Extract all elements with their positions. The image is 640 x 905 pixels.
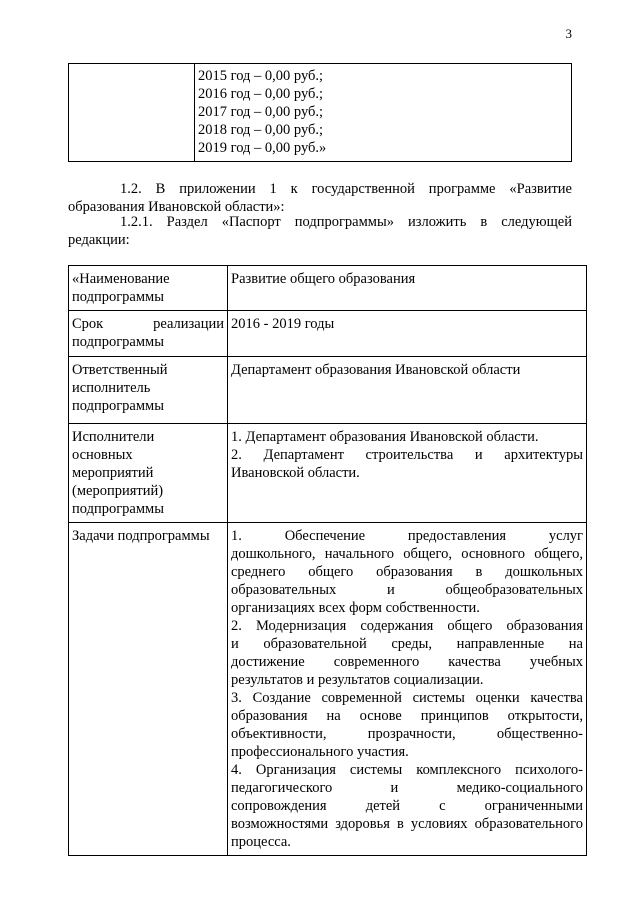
task-line: дошкольного, начального общего, основного общего, xyxy=(231,546,583,562)
value-cell xyxy=(228,266,587,311)
value-line: 2. Департамент строительства и архитектуры xyxy=(231,447,583,463)
label-line: (мероприятий) xyxy=(72,483,164,499)
task-line: объективности, прозрачности, общественно- xyxy=(231,726,583,742)
year-2018-line: 2018 год – 0,00 руб.; xyxy=(198,122,324,138)
table-row xyxy=(69,523,587,856)
task-line: образования на основе принципов открытости, xyxy=(231,708,583,724)
label-line: Срок реализации xyxy=(72,316,224,332)
year-2015-line: 2015 год – 0,00 руб.; xyxy=(198,68,324,84)
task-line: педагогического и медико-социального xyxy=(231,780,583,796)
task-line: 1. Обеспечение предоставления услуг xyxy=(231,528,583,544)
value-line: 1. Департамент образования Ивановской области. xyxy=(231,429,539,445)
paragraph-line: образования Ивановской области»: xyxy=(68,199,285,215)
task-line: профессионального участия. xyxy=(231,744,409,760)
task-line: 3. Создание современной системы оценки качества xyxy=(231,690,583,706)
paragraph-line: редакции: xyxy=(68,232,130,248)
empty-label-cell xyxy=(69,64,195,162)
label-line: подпрограммы xyxy=(72,334,164,350)
task-line: процесса. xyxy=(231,834,291,850)
value-cell xyxy=(228,357,587,424)
task-line: результатов и результатов социализации. xyxy=(231,672,484,688)
financing-years-cell xyxy=(195,64,572,162)
financing-table xyxy=(68,63,572,162)
label-line: подпрограммы xyxy=(72,501,164,517)
label-line: подпрограммы xyxy=(72,398,164,414)
task-line: достижение современного качества учебных xyxy=(231,654,583,670)
task-line: организациях всех форм собственности. xyxy=(231,600,480,616)
label-line: Задачи подпрограммы xyxy=(72,528,210,544)
value-line: Ивановской области. xyxy=(231,465,360,481)
table-row xyxy=(69,357,587,424)
paragraph-1-2 xyxy=(68,180,572,216)
label-cell xyxy=(69,357,228,424)
task-line: возможностями здоровья в условиях образовательного xyxy=(231,816,583,832)
label-line: Исполнители xyxy=(72,429,155,445)
task-line: сопровождения детей с ограниченными xyxy=(231,798,583,814)
year-2016-line: 2016 год – 0,00 руб.; xyxy=(198,86,324,102)
value-line: Развитие общего образования xyxy=(231,271,416,287)
task-line: 2. Модернизация содержания общего образования xyxy=(231,618,583,634)
table-row xyxy=(69,64,572,162)
year-2019-line: 2019 год – 0,00 руб.» xyxy=(198,140,327,156)
label-line: основных xyxy=(72,447,133,463)
tasks-cell xyxy=(228,523,587,856)
paragraph-line: 1.2. В приложении 1 к государственной программе «Развитие xyxy=(120,181,572,197)
value-line: Департамент образования Ивановской области xyxy=(231,362,521,378)
paragraph-1-2-1 xyxy=(68,213,572,249)
label-cell xyxy=(69,424,228,523)
value-cell xyxy=(228,424,587,523)
subprogram-passport-table xyxy=(68,265,587,856)
table-row xyxy=(69,266,587,311)
label-cell xyxy=(69,523,228,856)
year-2017-line: 2017 год – 0,00 руб.; xyxy=(198,104,324,120)
value-line: 2016 - 2019 годы xyxy=(231,316,335,332)
label-line: «Наименование xyxy=(72,271,170,287)
table-row xyxy=(69,311,587,357)
task-line: среднего общего образования в дошкольных xyxy=(231,564,583,580)
page-number: 3 xyxy=(565,26,572,41)
task-line: и образовательной среды, направленные на xyxy=(231,636,583,652)
task-item xyxy=(231,527,583,617)
value-cell xyxy=(228,311,587,357)
label-line: Ответственный xyxy=(72,362,168,378)
label-line: мероприятий xyxy=(72,465,154,481)
task-item xyxy=(231,617,583,689)
table-row xyxy=(69,424,587,523)
label-line: подпрограммы xyxy=(72,289,164,305)
paragraph-line: 1.2.1. Раздел «Паспорт подпрограммы» изложить в следующей xyxy=(120,214,572,230)
task-item xyxy=(231,761,583,851)
task-item xyxy=(231,689,583,761)
label-cell xyxy=(69,311,228,357)
label-cell xyxy=(69,266,228,311)
task-line: образовательных и общеобразовательных xyxy=(231,582,583,598)
label-line: исполнитель xyxy=(72,380,151,396)
task-line: 4. Организация системы комплексного психолого- xyxy=(231,762,583,778)
